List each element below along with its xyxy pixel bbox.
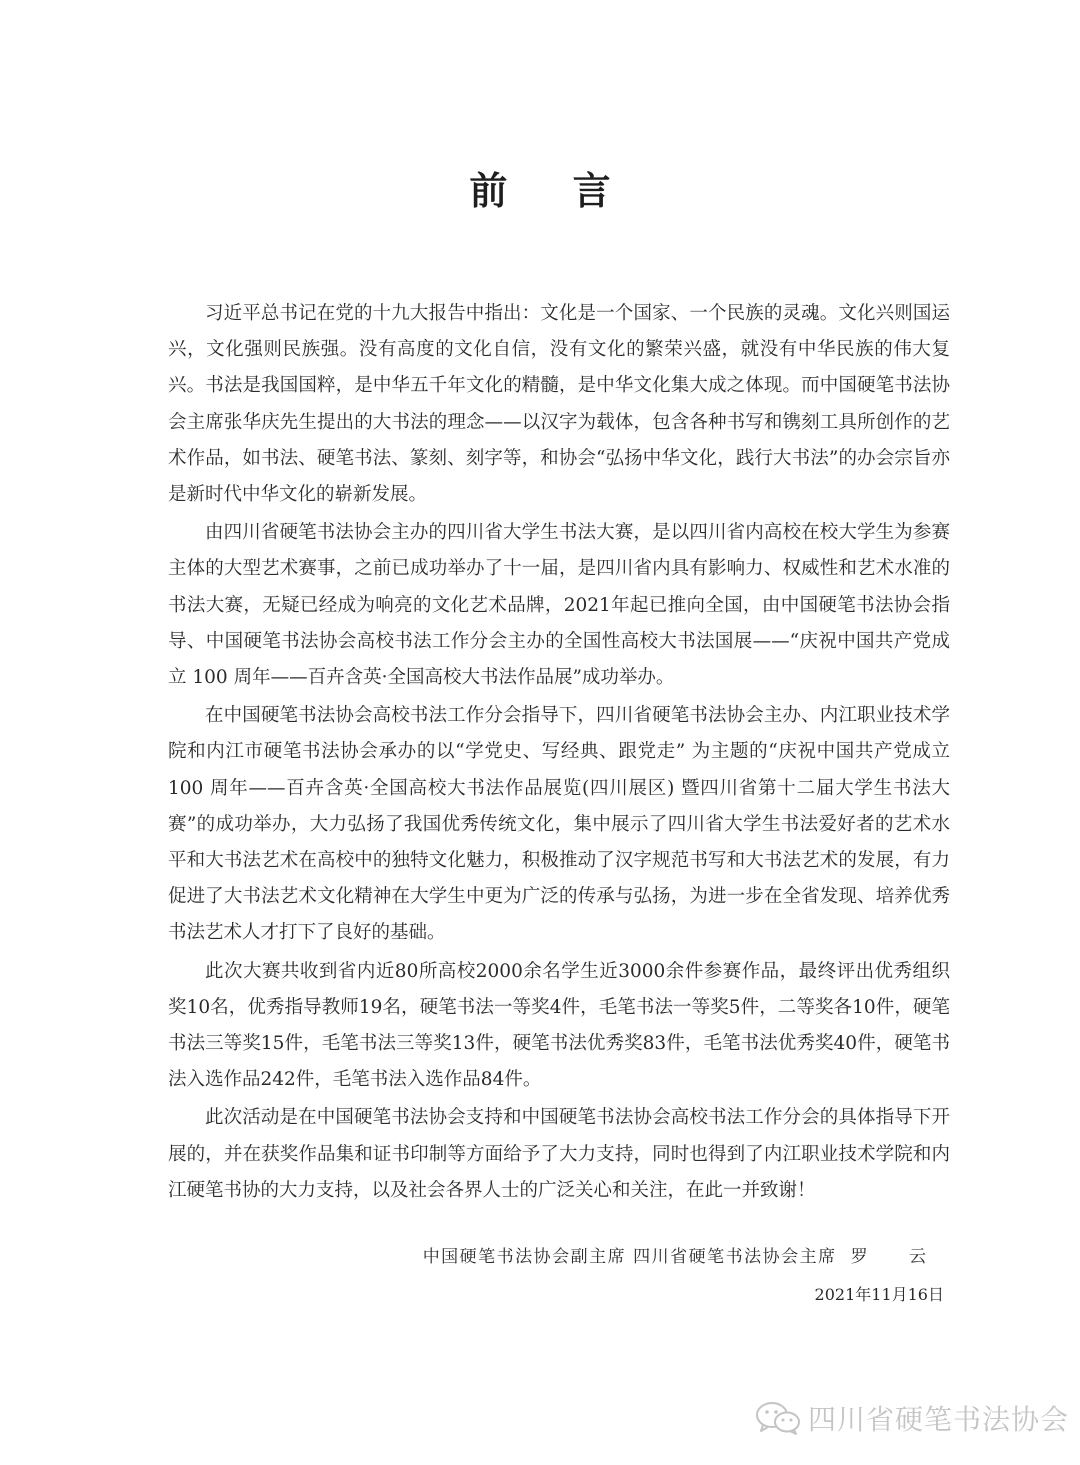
- preface-body: [168, 296, 950, 1209]
- paragraph-5: 此次活动是在中国硬笔书法协会支持和中国硬笔书法协会高校书法工作分会的具体指导下开展的，并在获奖作品集和证书印制等方面给予了大力支持，同时也得到了内江职业技术学院和内江硬笔书协的大力支持，以及社会各界人士的广泛关心和关注，在此一并致谢！: [168, 1107, 950, 1201]
- page-title: 前 言: [469, 168, 637, 213]
- watermark-text: 四川省硬笔书法协会: [808, 1403, 1070, 1436]
- signature-titles: 中国硬笔书法协会副主席 四川省硬笔书法协会主席: [422, 1247, 837, 1267]
- signature-line: [423, 1242, 944, 1267]
- paragraph-3: 在中国硬笔书法协会高校书法工作分会指导下，四川省硬笔书法协会主办、内江职业技术学院和内江市硬笔书法协会承办的以“学党史、写经典、跟党走” 为主题的“庆祝中国共产党成立 100 周年——百卉含英·全国高校大书法作品展览(四川展区) 暨四川省第十二届大学生书法大赛”的成功举办，大力弘扬了我国优秀传统文化，集中展示了四川省大学生书法爱好者的艺术水平和大书法艺术在高校中的独特文化魅力，积极推动了汉字规范书写和大书法艺术的发展，有力促进了大书法艺术文化精神在大学生中更为广泛的传承与弘扬，为进一步在全省发现、培养优秀书法艺术人才打下了良好的基础。: [168, 705, 950, 944]
- watermark: [754, 1398, 1069, 1438]
- paragraph-2: 由四川省硬笔书法协会主办的四川省大学生书法大赛，是以四川省内高校在校大学生为参赛主体的大型艺术赛事，之前已成功举办了十一届，是四川省内具有影响力、权威性和艺术水准的书法大赛，无疑已经成为响亮的文化艺术品牌，2021年起已推向全国，由中国硬笔书法协会指导、中国硬笔书法协会高校书法工作分会主办的全国性高校大书法国展——“庆祝中国共产党成立 100 周年——百卉含英·全国高校大书法作品展”成功举办。: [168, 522, 950, 689]
- signature-date: 2021年11月16日: [814, 1285, 944, 1304]
- signature-name: 罗 云: [850, 1247, 944, 1267]
- wechat-icon: [754, 1400, 802, 1436]
- paragraph-4: 此次大赛共收到省内近80所高校2000余名学生近3000余件参赛作品，最终评出优秀组织奖10名，优秀指导教师19名，硬笔书法一等奖4件，毛笔书法一等奖5件，二等奖各10件，硬笔书法三等奖15件，毛笔书法三等奖13件，硬笔书法优秀奖83件，毛笔书法优秀奖40件，硬笔书法入选作品242件，毛笔书法入选作品84件。: [168, 960, 950, 1091]
- paragraph-1: 习近平总书记在党的十九大报告中指出：文化是一个国家、一个民族的灵魂。文化兴则国运兴，文化强则民族强。没有高度的文化自信，没有文化的繁荣兴盛，就没有中华民族的伟大复兴。书法是我国国粹，是中华五千年文化的精髓，是中华文化集大成之体现。而中国硬笔书法协会主席张华庆先生提出的大书法的理念——以汉字为载体，包含各种书写和镌刻工具所创作的艺术作品，如书法、硬笔书法、篆刻、刻字等，和协会“弘扬中华文化，践行大书法”的办会宗旨亦是新时代中华文化的崭新发展。: [168, 303, 950, 506]
